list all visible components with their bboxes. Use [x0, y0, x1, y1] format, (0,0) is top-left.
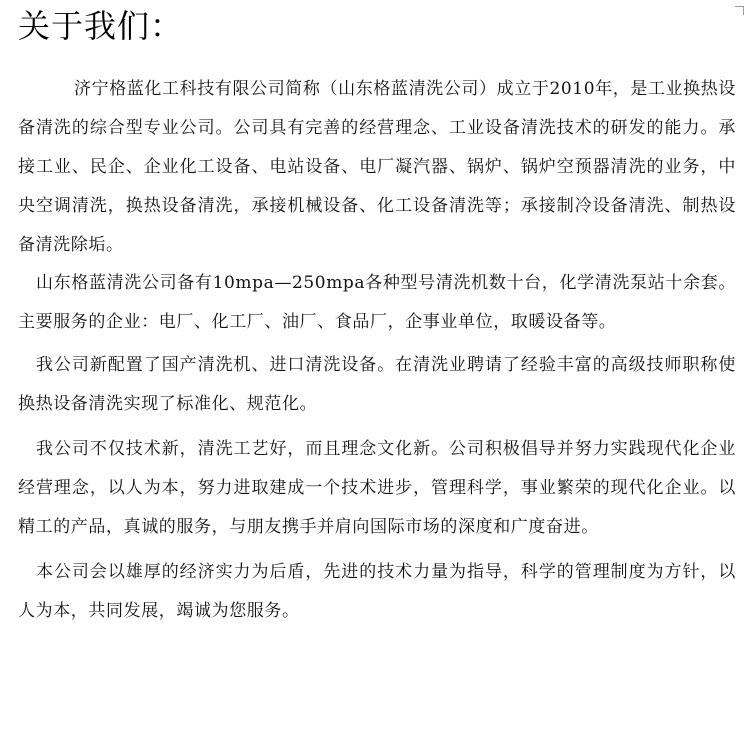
paragraph-philosophy: 我公司不仅技术新，清洗工艺好，而且理念文化新。公司积极倡导并努力实践现代化企业经营理念，以人为本，努力进取建成一个技术进步，管理科学，事业繁荣的现代化企业。以精工的产品，真诚的服务，与朋友携手并肩向国际市场的深度和广度奋进。 — [18, 439, 736, 537]
document-body — [18, 70, 736, 631]
paragraph-new-equipment: 我公司新配置了国产清洗机、进口清洗设备。在清洗业聘请了经验丰富的高级技师职称使换热设备清洗实现了标准化、规范化。 — [18, 355, 736, 414]
page-corner-mark — [735, 6, 744, 15]
paragraph-commitment: 本公司会以雄厚的经济实力为后盾，先进的技术力量为指导，科学的管理制度为方针，以人为本，共同发展，竭诚为您服务。 — [18, 562, 736, 621]
page-title: 关于我们： — [18, 7, 184, 45]
paragraph-equipment: 山东格蓝清洗公司备有10mpa—250mpa各种型号清洗机数十台，化学清洗泵站十余套。主要服务的企业：电厂、化工厂、油厂、食品厂，企事业单位，取暖设备等。 — [18, 273, 736, 332]
paragraph-company-intro: 济宁格蓝化工科技有限公司简称（山东格蓝清洗公司）成立于2010年，是工业换热设备清洗的综合型专业公司。公司具有完善的经营理念、工业设备清洗技术的研发的能力。承接工业、民企、企业化工设备、电站设备、电厂凝汽器、锅炉、锅炉空预器清洗的业务，中央空调清洗，换热设备清洗，承接机械设备、化工设备清洗等；承接制冷设备清洗、制热设备清洗除垢。 — [18, 79, 736, 255]
